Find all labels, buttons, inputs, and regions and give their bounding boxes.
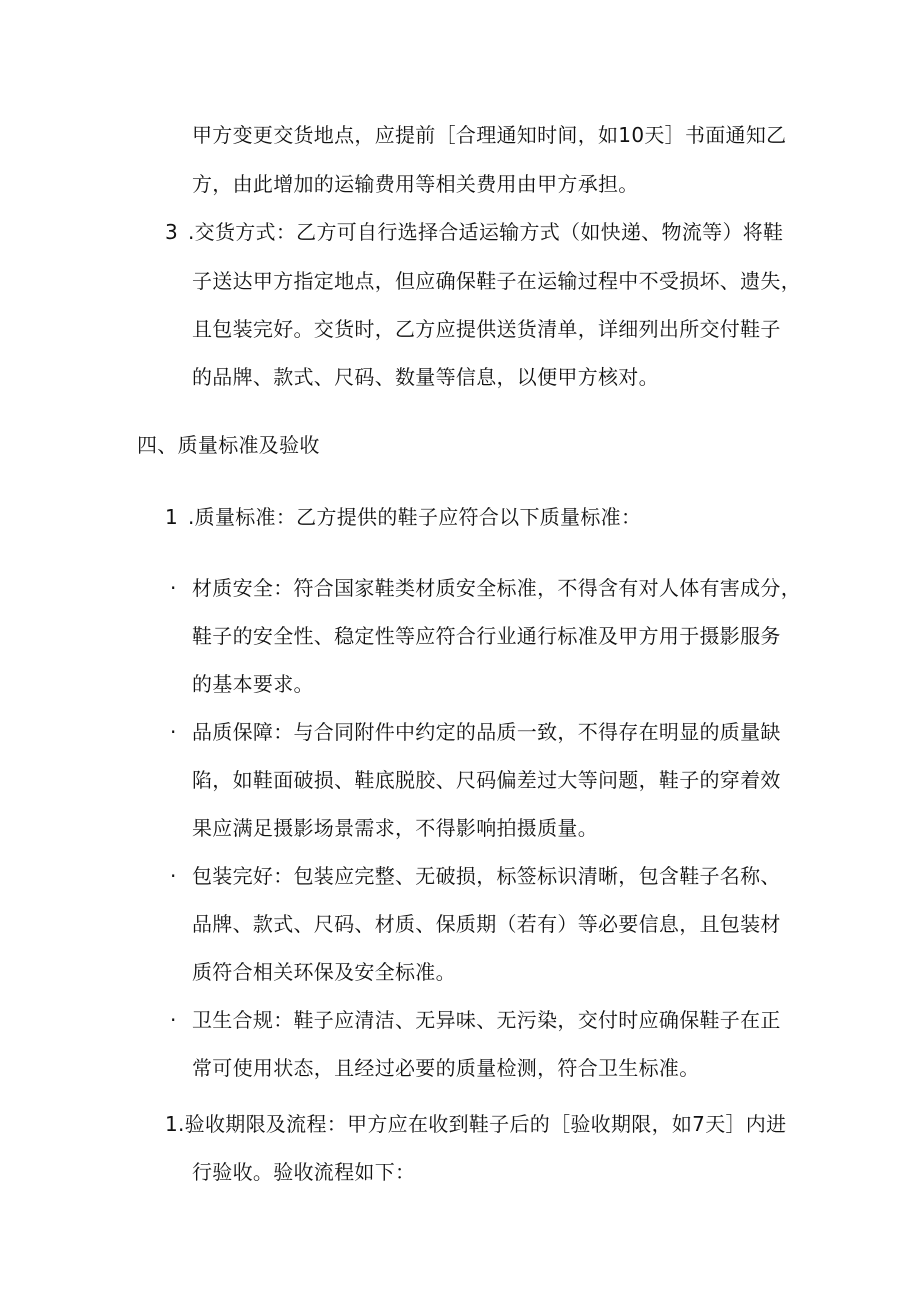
quality-item-text: .质量标准：乙方提供的鞋子应符合以下质量标准： bbox=[188, 505, 642, 529]
item-3-number: 3 bbox=[165, 220, 178, 244]
delivery-change-line-2: 方，由此增加的运输费用等相关费用由甲方承担。 bbox=[192, 172, 639, 196]
item-3-line-2: 子送达甲方指定地点，但应确保鞋子在运输过程中不受损坏、遗失， bbox=[192, 269, 801, 293]
bullet-3-line-1: 包装完好：包装应完整、无破损，标签标识清晰，包含鞋子名称、 bbox=[192, 864, 781, 888]
bullet-2-line-1: 品质保障：与合同附件中约定的品质一致，不得存在明显的质量缺 bbox=[192, 720, 781, 744]
bullet-2-line-2: 陷，如鞋面破损、鞋底脱胶、尺码偏差过大等问题，鞋子的穿着效 bbox=[192, 768, 781, 792]
bullet-dot: · bbox=[170, 1008, 177, 1032]
acceptance-line-2: 行验收。验收流程如下： bbox=[192, 1160, 416, 1184]
section-4-heading: 四、质量标准及验收 bbox=[137, 433, 320, 457]
bullet-3-line-3: 质符合相关环保及安全标准。 bbox=[192, 960, 456, 984]
bullet-dot: · bbox=[170, 576, 177, 600]
item-3-line-4: 的品牌、款式、尺码、数量等信息，以便甲方核对。 bbox=[192, 365, 659, 389]
bullet-2-line-3: 果应满足摄影场景需求，不得影响拍摄质量。 bbox=[192, 816, 598, 840]
bullet-3-line-2: 品牌、款式、尺码、材质、保质期（若有）等必要信息，且包装材 bbox=[192, 912, 781, 936]
bullet-dot: · bbox=[170, 720, 177, 744]
bullet-4-line-1: 卫生合规：鞋子应清洁、无异味、无污染，交付时应确保鞋子在正 bbox=[192, 1008, 781, 1032]
bullet-dot: · bbox=[170, 864, 177, 888]
bullet-1-line-1: 材质安全：符合国家鞋类材质安全标准，不得含有对人体有害成分， bbox=[192, 576, 801, 600]
item-3-line-3: 且包装完好。交货时，乙方应提供送货清单，详细列出所交付鞋子 bbox=[192, 317, 781, 341]
item-3-line-1: .交货方式：乙方可自行选择合适运输方式（如快递、物流等）将鞋 bbox=[188, 220, 784, 244]
acceptance-line-1: 1.验收期限及流程：甲方应在收到鞋子后的［验收期限，如7天］内进 bbox=[165, 1112, 787, 1136]
bullet-1-line-3: 的基本要求。 bbox=[192, 672, 314, 696]
quality-item-number: 1 bbox=[165, 505, 178, 529]
bullet-4-line-2: 常可使用状态，且经过必要的质量检测，符合卫生标准。 bbox=[192, 1056, 700, 1080]
delivery-change-line-1: 甲方变更交货地点，应提前［合理通知时间，如10天］书面通知乙 bbox=[192, 123, 787, 147]
bullet-1-line-2: 鞋子的安全性、稳定性等应符合行业通行标准及甲方用于摄影服务 bbox=[192, 624, 781, 648]
